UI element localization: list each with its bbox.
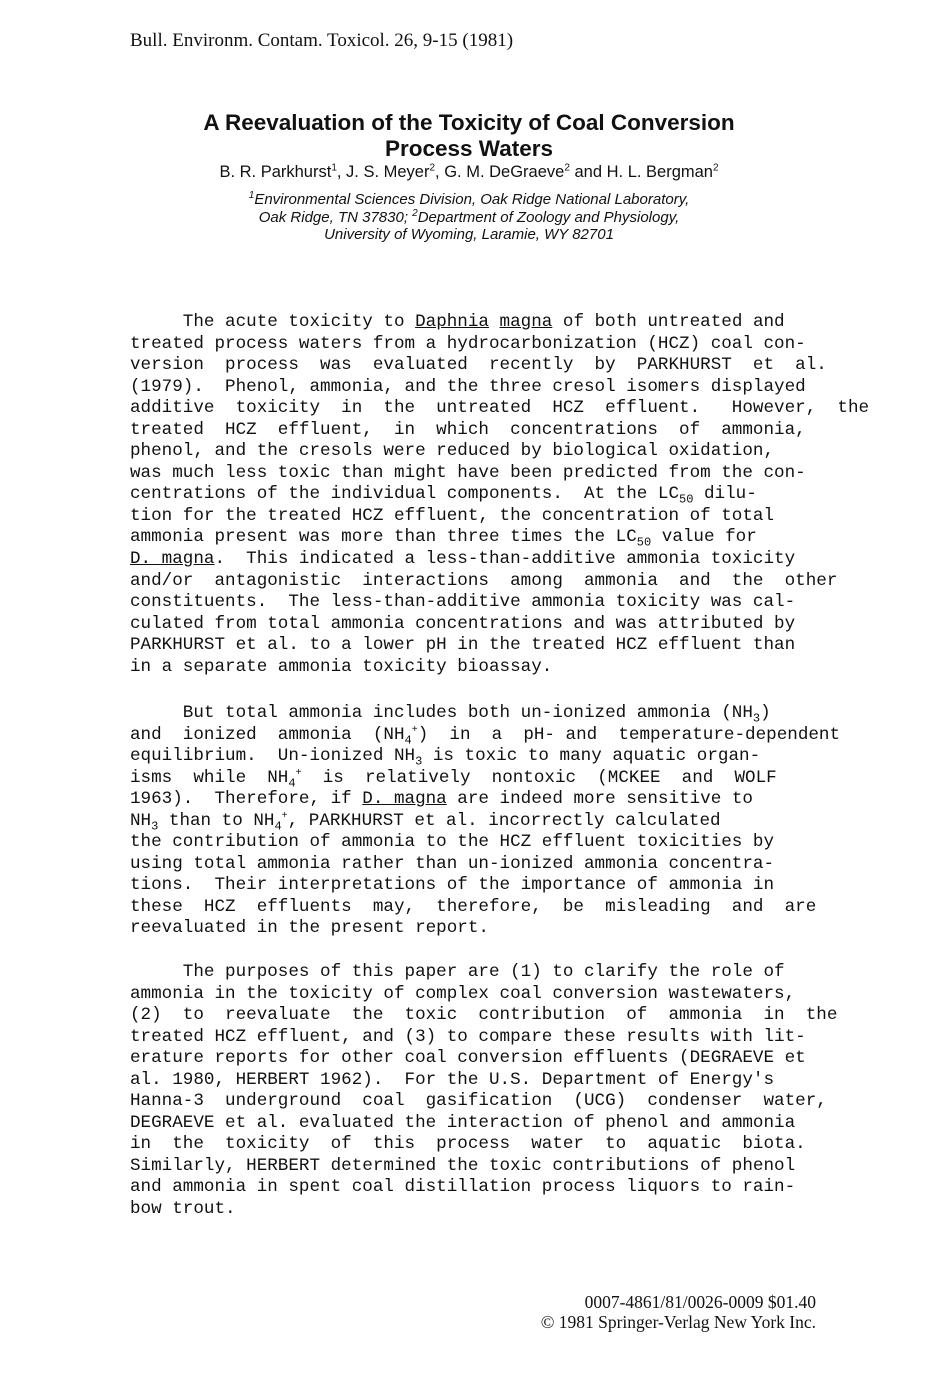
text-line: tions. Their interpretations of the importance of ammonia in xyxy=(130,875,775,896)
text-line: Hanna-3 underground coal gasification (UCG) condenser water, xyxy=(130,1091,827,1112)
text-line: treated HCZ effluent, in which concentrations of ammonia, xyxy=(130,419,806,440)
author-4-affil: 2 xyxy=(712,162,719,174)
text-line: DEGRAEVE et al. evaluated the interaction of phenol and ammonia xyxy=(130,1112,796,1133)
paragraph-3 xyxy=(130,962,838,1221)
paragraph-2 xyxy=(130,703,841,940)
text-line: culated from total ammonia concentrations and was attributed by xyxy=(130,613,796,634)
species-name: D. magna xyxy=(362,789,447,810)
text-line: and ammonia in spent coal distillation process liquors to rain- xyxy=(130,1177,796,1198)
text-line: (1979). Phenol, ammonia, and the three cresol isomers displayed xyxy=(130,376,806,397)
text-line: Similarly, HERBERT determined the toxic contributions of phenol xyxy=(130,1155,796,1176)
text-line: But total ammonia includes both un-ionized ammonia $(NH_3)$ xyxy=(130,703,771,726)
issn-price-code: 0007-4861/81/0026-0009 $01.40 xyxy=(584,1292,816,1312)
copyright-icon: © xyxy=(540,1312,555,1332)
journal-citation: Bull. Environm. Contam. Toxicol. 26, 9-15 (1981) xyxy=(130,30,514,51)
text-line: 1963). Therefore, if D. magna are indeed more sensitive to xyxy=(130,789,753,810)
text-line: and/or antagonistic interactions among ammonia and the other xyxy=(130,570,838,591)
text-line: $NH_3$ than to $NH_4^+$, PARKHURST et al. incorrectly calculated xyxy=(130,810,721,834)
text-line: version process was evaluated recently by PARKHURST et al. xyxy=(130,355,827,376)
text-line: using total ammonia rather than un-ionized ammonia concentra- xyxy=(130,853,775,874)
text-line: in a separate ammonia toxicity bioassay. xyxy=(130,656,553,677)
text-line: PARKHURST et al. to a lower pH in the treated HCZ effluent than xyxy=(130,635,796,656)
text-line: phenol, and the cresols were reduced by biological oxidation, xyxy=(130,441,775,462)
affiliation-line-1 xyxy=(0,191,938,209)
text-line: reevaluated in the present report. xyxy=(130,918,489,939)
species-name: magna xyxy=(499,312,553,332)
species-name: D. magna xyxy=(130,549,215,570)
affil-text-2a: Oak Ridge, TN 37830; xyxy=(258,208,413,226)
title-line-1: A Reevaluation of the Toxicity of Coal Conversion xyxy=(203,110,735,135)
text-line: was much less toxic than might have been predicted from the con- xyxy=(130,462,806,483)
affiliation-line-2 xyxy=(0,209,938,227)
author-1-affil: 1 xyxy=(331,162,337,174)
text-line: centrations of the individual components. At the $LC_{50}$ dilu- xyxy=(130,484,757,507)
text-line: additive toxicity in the untreated HCZ effluent. However, the xyxy=(130,398,870,419)
text-line: al. 1980, HERBERT 1962). For the U.S. Department of Energy's xyxy=(130,1069,775,1090)
affil-marker-2: 2 xyxy=(412,207,418,219)
affiliations xyxy=(0,191,938,244)
text-line: ammonia in the toxicity of complex coal conversion wastewaters, xyxy=(130,983,796,1004)
title-line-2: Process Waters xyxy=(384,136,553,161)
text-line: tion for the treated HCZ effluent, the concentration of total xyxy=(130,505,775,526)
text-line: and ionized ammonia $(NH_4^+)$ in a pH- and temperature-dependent xyxy=(130,724,841,748)
text-line: ammonia present was more than three times the $LC_{50}$ value for xyxy=(130,527,757,550)
author-list xyxy=(0,163,938,182)
text-line: in the toxicity of this process water to aquatic biota. xyxy=(130,1134,806,1155)
species-name: Daphnia xyxy=(415,312,489,332)
text-line: equilibrium. Un-ionized $NH_3$ is toxic to many aquatic organ- xyxy=(130,746,761,769)
author-3-affil: 2 xyxy=(564,162,570,174)
text-line: treated HCZ effluent, and (3) to compare these results with lit- xyxy=(130,1026,806,1047)
text-line: erature reports for other coal conversion effluents (DEGRAEVE et xyxy=(130,1048,806,1069)
author-4: and H. L. Bergman xyxy=(569,163,713,181)
author-3: , G. M. DeGraeve xyxy=(435,163,565,181)
text-line: the contribution of ammonia to the HCZ effluent toxicities by xyxy=(130,832,775,853)
text-line: constituents. The less-than-additive ammonia toxicity was cal- xyxy=(130,592,796,613)
publication-footer xyxy=(541,1292,816,1332)
affil-text-2b: Department of Zoology and Physiology, xyxy=(417,208,680,226)
text-line: D. magna. This indicated a less-than-additive ammonia toxicity xyxy=(130,549,796,570)
text-line: (2) to reevaluate the toxic contribution of ammonia in the xyxy=(130,1005,838,1026)
author-1: B. R. Parkhurst xyxy=(219,163,332,181)
paragraph-1 xyxy=(130,312,870,678)
paper-title xyxy=(0,110,938,162)
text-line: isms while $NH_4^+$ is relatively nontoxic (MCKEE and WOLF xyxy=(130,767,777,791)
text-line: treated process waters from a hydrocarbonization (HCZ) coal con- xyxy=(130,333,806,354)
author-2: , J. S. Meyer xyxy=(336,163,430,181)
author-2-affil: 2 xyxy=(429,162,436,174)
affiliation-line-3: University of Wyoming, Laramie, WY 82701 xyxy=(324,226,614,243)
text-line: these HCZ effluents may, therefore, be misleading and are xyxy=(130,896,817,917)
copyright-text: 1981 Springer-Verlag New York Inc. xyxy=(554,1312,816,1332)
affil-text-1: Environmental Sciences Division, Oak Ridge National Laboratory, xyxy=(254,191,690,208)
copyright-line xyxy=(541,1312,816,1332)
text-line: The purposes of this paper are (1) to clarify the role of xyxy=(130,962,785,982)
affil-marker-1: 1 xyxy=(248,190,255,201)
text-line: bow trout. xyxy=(130,1199,236,1220)
text-line: The acute toxicity to Daphnia magna of both untreated and xyxy=(130,312,785,332)
